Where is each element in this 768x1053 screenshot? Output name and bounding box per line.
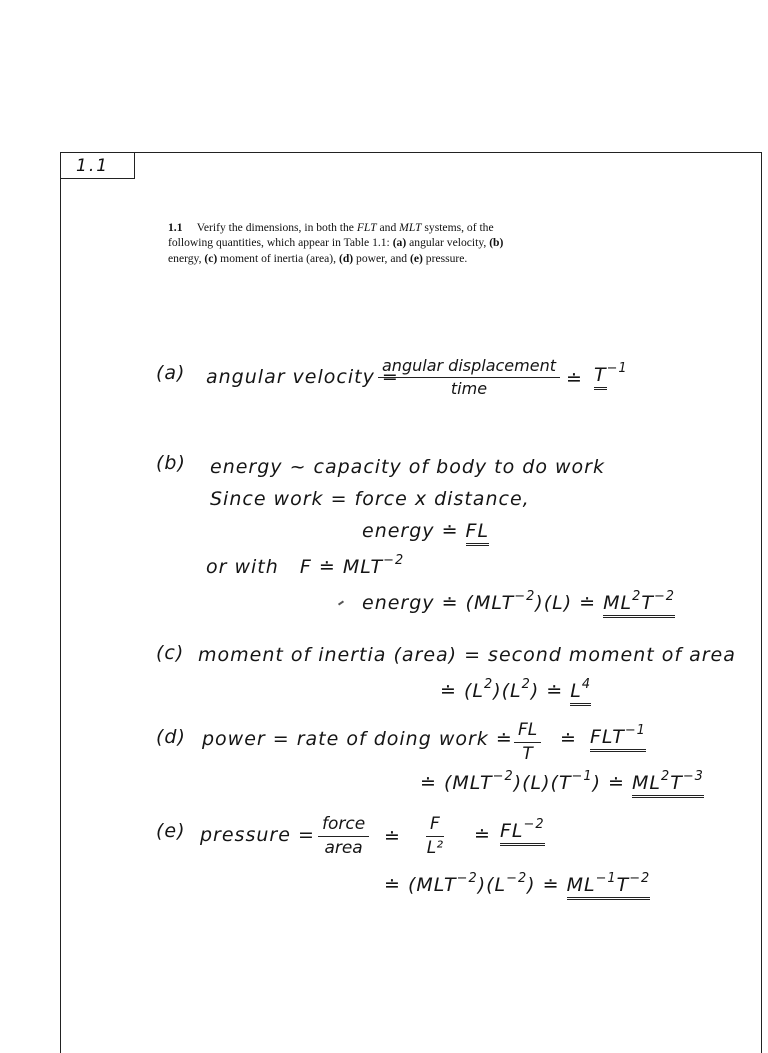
part-e-fraction2: [426, 814, 444, 858]
part-d-result-base: FLT: [590, 726, 625, 748]
part-e-result-exp: −2: [523, 816, 545, 832]
part-d-result-exp: −1: [624, 722, 646, 738]
statement-c-label: (c): [204, 251, 218, 265]
part-b-line5-res-e1: 2: [632, 588, 642, 604]
part-d-line2-e1: −2: [492, 768, 514, 784]
part-c-result-exp: 4: [581, 676, 592, 692]
part-e-lhs: pressure =: [200, 824, 315, 846]
part-d-numerator: FL: [514, 720, 541, 743]
statement-d-label: (d): [338, 251, 354, 265]
part-b-line5-res-m: ML: [603, 592, 633, 614]
part-d-label: (d): [156, 726, 186, 748]
part-a-denominator: time: [450, 379, 488, 398]
part-c-line2-mid: )(L: [493, 680, 522, 702]
part-e-numerator1: force: [318, 814, 369, 837]
part-e-line2-e2: −2: [506, 870, 528, 886]
problem-statement-number: 1.1: [168, 221, 183, 234]
part-d-equals: ≐: [560, 728, 577, 750]
part-b-line3-result: FL: [466, 520, 490, 546]
statement-a-label: (a): [392, 236, 407, 250]
part-e-line2-res-e1: −1: [595, 870, 617, 886]
part-b-line3-lhs: energy ≐: [362, 520, 459, 542]
part-a-label: (a): [156, 362, 186, 384]
part-b-line5-res-t: T: [641, 592, 654, 614]
part-d-line2-res-t: T: [670, 772, 683, 794]
part-e-line2-res-m: ML: [566, 874, 596, 896]
part-e-line2-e1: −2: [456, 870, 478, 886]
part-b-line2: Since work = force x distance,: [210, 488, 530, 510]
part-a-result-exp: −1: [606, 360, 628, 376]
part-d-line2-mid2: ) ≐: [592, 772, 625, 794]
part-e-denominator2: L²: [426, 838, 444, 858]
part-c-line2-pre: ≐ (L: [440, 680, 484, 702]
part-c-line2-e1: 2: [483, 676, 494, 692]
part-d-line2-res-e1: 2: [660, 768, 671, 784]
statement-and: and: [379, 221, 397, 234]
part-e-equals1: ≐: [384, 826, 401, 848]
part-e-line2-post: ) ≐: [527, 874, 560, 896]
part-a-result: [594, 360, 628, 386]
part-d-line2-res-e2: −3: [682, 768, 704, 784]
part-e-fraction1: [318, 814, 369, 858]
part-e-result-base: FL: [500, 820, 524, 842]
part-a-lhs: angular velocity =: [206, 366, 399, 388]
part-b-line5-res-e2: −2: [653, 588, 675, 604]
part-e-line2-res-e2: −2: [629, 870, 651, 886]
part-a-result-base: T: [594, 364, 607, 386]
part-b-line5-lhs: energy ≐ (MLT: [362, 592, 515, 614]
part-a-fraction: [378, 356, 560, 398]
part-b-line3: [362, 520, 489, 542]
part-d-lhs: power = rate of doing work ≐: [202, 728, 513, 750]
problem-number: 1.1: [76, 156, 110, 176]
statement-flt: FLT: [356, 221, 377, 234]
part-c-result-base: L: [570, 680, 582, 702]
part-b-line5-mid: )(L) ≐: [535, 592, 597, 614]
part-e-denominator1: area: [324, 838, 363, 858]
part-b-line5: [362, 588, 675, 614]
part-a-numerator: angular displacement: [378, 356, 560, 378]
part-d-line2-e2: −1: [571, 768, 593, 784]
part-d-line2-res-m: ML: [632, 772, 661, 794]
part-c-line2-post: ) ≐: [530, 680, 564, 702]
statement-b-label: (b): [489, 236, 504, 250]
part-d-line2: [420, 768, 704, 794]
statement-b-text: energy,: [168, 251, 202, 265]
part-e-result: [500, 816, 545, 842]
part-c-label: (c): [156, 642, 185, 664]
part-c-line1: moment of inertia (area) = second moment of area: [198, 644, 736, 666]
part-e-line2-mid: )(L: [477, 874, 507, 896]
statement-a-text: angular velocity,: [409, 236, 487, 250]
part-d-denominator: T: [522, 744, 533, 764]
part-b-line4-f: F ≐ MLT: [299, 556, 384, 578]
part-b-line4-pre: or with: [206, 556, 279, 578]
part-d-result: [590, 722, 646, 748]
part-b-label: (b): [156, 452, 186, 474]
part-e-label: (e): [156, 820, 186, 842]
statement-e-text: pressure.: [425, 251, 468, 265]
statement-start: Verify the dimensions, in both the: [196, 221, 354, 234]
statement-cont: systems, of the following quantities, which appear in Table 1.1:: [168, 221, 494, 250]
part-d-line2-mid1: )(L)(T: [513, 772, 572, 794]
part-b-line4-exp: −2: [383, 552, 405, 568]
statement-c-text: moment of inertia (area),: [220, 251, 337, 265]
part-d-line2-pre: ≐ (MLT: [420, 772, 493, 794]
part-e-equals2: ≐: [474, 824, 491, 846]
problem-statement: [168, 220, 508, 266]
part-e-line2-pre: ≐ (MLT: [384, 874, 457, 896]
part-e-line2-res-t: T: [616, 874, 630, 896]
part-e-numerator2: F: [426, 814, 444, 837]
part-b-line1: energy ~ capacity of body to do work: [210, 456, 605, 478]
part-a-equals: ≐: [566, 368, 583, 390]
part-e-line2: [384, 870, 651, 896]
statement-e-label: (e): [410, 251, 423, 265]
part-b-line5-exp1: −2: [514, 588, 536, 604]
statement-d-text: power, and: [356, 251, 408, 265]
part-c-line2-e2: 2: [521, 676, 531, 692]
part-d-fraction: [514, 720, 541, 764]
part-b-line4: [206, 552, 405, 578]
part-c-line2: [440, 676, 592, 702]
statement-mlt: MLT: [399, 221, 422, 234]
